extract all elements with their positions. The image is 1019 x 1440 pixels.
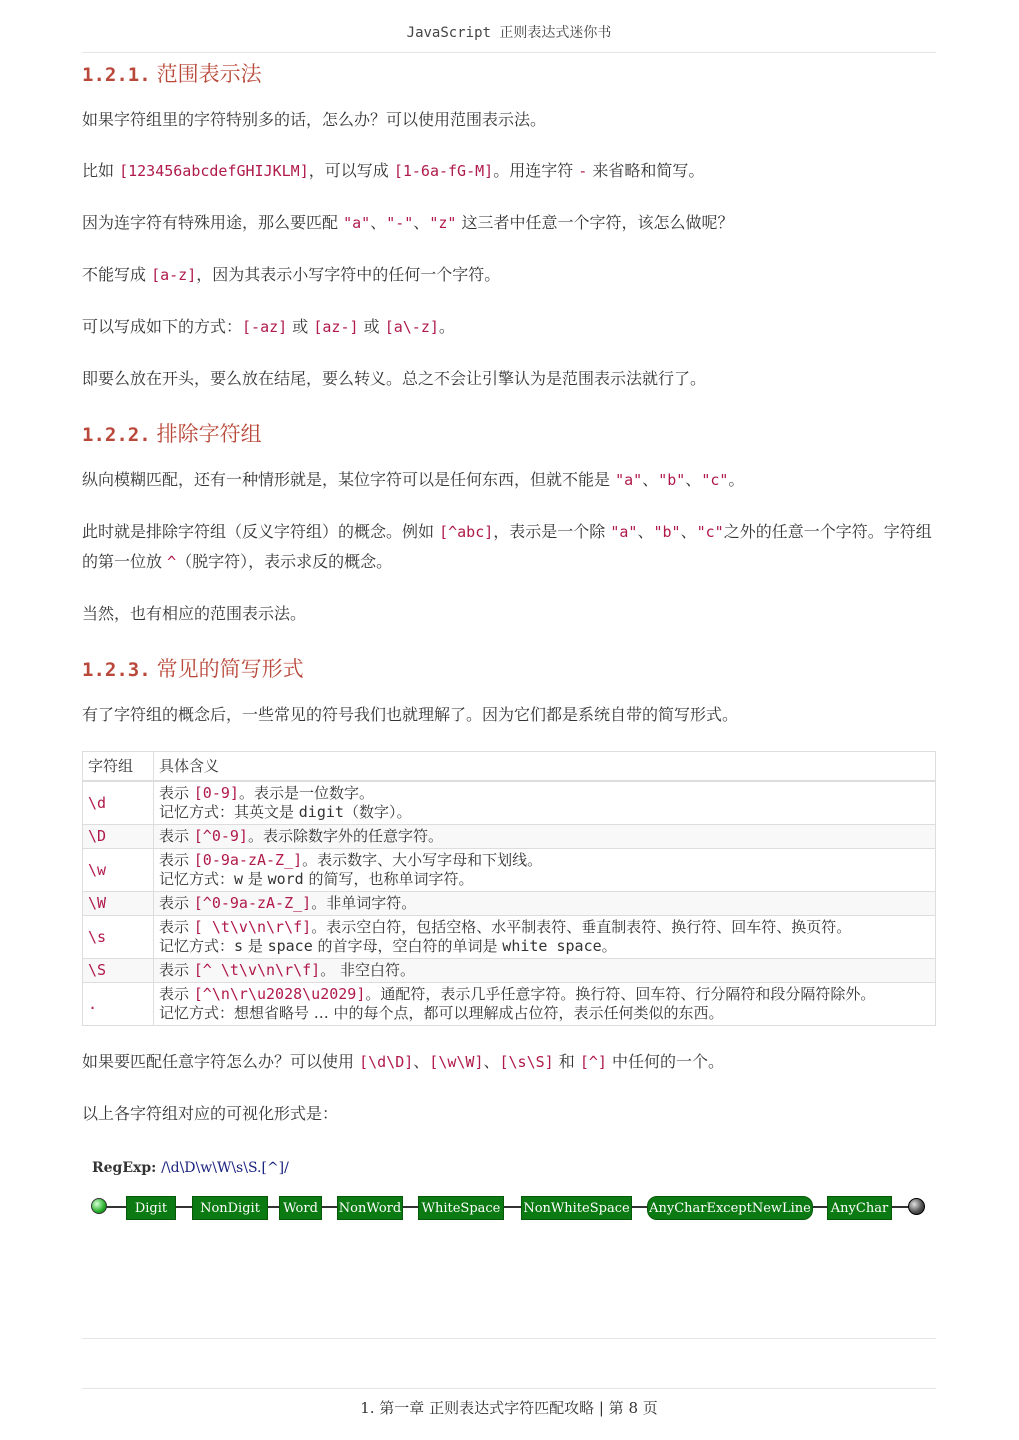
end-terminal-icon <box>908 1198 925 1215</box>
table-row <box>83 916 936 959</box>
diagram-node-nondigit: NonDigit <box>192 1196 268 1220</box>
start-terminal-icon <box>91 1198 107 1214</box>
paragraph: 以上各字符组对应的可视化形式是： <box>82 1104 339 1123</box>
paragraph: 纵向模糊匹配，还有一种情形就是，某位字符可以是任何东西，但就不能是 "a"、"b"、"c"。 <box>82 470 745 489</box>
diagram-node-digit: Digit <box>126 1196 176 1220</box>
paragraph: 有了字符组的概念后，一些常见的符号我们也就理解了。因为它们都是系统自带的简写形式。 <box>82 705 739 724</box>
paragraph: 即要么放在开头，要么放在结尾，要么转义。总之不会让引擎认为是范围表示法就行了。 <box>82 369 707 388</box>
shorthand-key: \w <box>88 860 107 879</box>
diagram-node-anychar: AnyChar <box>827 1196 892 1220</box>
shorthand-meaning: 表示 [^\n\r\u2028\u2029]。通配符，表示几乎任意字符。换行符、回车符、行分隔符和段分隔符除外。 记忆方式：想想省略号 … 中的每个点，都可以理解成占位符，表示任何类似的东西。 <box>154 983 936 1026</box>
table-row <box>83 892 936 916</box>
diagram-node-word: Word <box>279 1196 322 1220</box>
table-row <box>83 781 936 825</box>
section-heading-1-2-3: 1.2.3. 常见的简写形式 <box>82 657 304 681</box>
page-number: 第 8 页 <box>608 1399 658 1417</box>
table-row <box>83 849 936 892</box>
paragraph: 因为连字符有特殊用途，那么要匹配 "a"、"-"、"z" 这三者中任意一个字符，该怎么做呢？ <box>82 213 734 232</box>
paragraph: 比如 [123456abcdefGHIJKLM]，可以写成 [1-6a-fG-M]。用连字符 - 来省略和简写。 <box>82 161 705 180</box>
shorthand-meaning: 表示 [0-9a-zA-Z_]。表示数字、大小写字母和下划线。 记忆方式：w 是 word 的简写，也称单词字符。 <box>154 849 936 892</box>
diagram-node-nonword: NonWord <box>337 1196 403 1220</box>
table-header-row <box>83 752 936 782</box>
page-content <box>82 58 936 1254</box>
shorthand-meaning: 表示 [^ \t\v\n\r\f]。 非空白符。 <box>154 959 936 983</box>
table-header-cell: 字符组 <box>83 752 154 782</box>
paragraph: 不能写成 [a-z]，因为其表示小写字符中的任何一个字符。 <box>82 265 501 284</box>
paragraph: 当然，也有相应的范围表示法。 <box>82 604 307 623</box>
page-header <box>82 22 936 53</box>
chapter-title: 1. 第一章 正则表达式字符匹配攻略 <box>360 1399 595 1417</box>
paragraph: 如果字符组里的字符特别多的话，怎么办？可以使用范围表示法。 <box>82 110 547 129</box>
shorthand-table <box>82 751 936 1026</box>
shorthand-key: \S <box>88 961 107 979</box>
table-row <box>83 983 936 1026</box>
book-title: JavaScript 正则表达式迷你书 <box>406 25 612 41</box>
shorthand-key: \s <box>88 927 107 946</box>
shorthand-meaning: 表示 [ \t\v\n\r\f]。表示空白符，包括空格、水平制表符、垂直制表符、换行符、回车符、换页符。 记忆方式：s 是 space 的首字母，空白符的单词是 white space。 <box>154 916 936 959</box>
paragraph: 此时就是排除字符组（反义字符组）的概念。例如 [^abc]，表示是一个除 "a"、"b"、"c"之外的任意一个字符。字符组的第一位放 ^（脱字符），表示求反的概念。 <box>82 522 932 571</box>
paragraph: 如果要匹配任意字符怎么办？可以使用 [\d\D]、[\w\W]、[\s\S] 和 [^] 中任何的一个。 <box>82 1052 725 1071</box>
table-row <box>83 825 936 849</box>
diagram-node-whitespace: WhiteSpace <box>418 1196 504 1220</box>
shorthand-meaning: 表示 [^0-9]。表示除数字外的任意字符。 <box>154 825 936 849</box>
shorthand-key: . <box>88 994 98 1013</box>
regex-railroad-diagram <box>82 1154 936 1254</box>
regexp-expression: /\d\D\w\W\s\S.[^]/ <box>161 1160 289 1176</box>
paragraph: 可以写成如下的方式：[-az] 或 [az-] 或 [a\-z]。 <box>82 317 455 336</box>
shorthand-key: \D <box>88 827 107 845</box>
diagram-node-anycharexceptnewline: AnyCharExceptNewLine <box>647 1196 813 1220</box>
table-header-cell: 具体含义 <box>154 752 936 782</box>
page-footer: 1. 第一章 正则表达式字符匹配攻略 | 第 8 页 <box>82 1388 936 1426</box>
shorthand-key: \W <box>88 894 107 912</box>
shorthand-key: \d <box>88 793 107 812</box>
divider <box>82 1338 936 1339</box>
shorthand-meaning: 表示 [0-9]。表示是一位数字。 记忆方式：其英文是 digit（数字）。 <box>154 781 936 825</box>
shorthand-meaning: 表示 [^0-9a-zA-Z_]。非单词字符。 <box>154 892 936 916</box>
diagram-node-nonwhitespace: NonWhiteSpace <box>521 1196 632 1220</box>
section-heading-1-2-1: 1.2.1. 范围表示法 <box>82 62 262 86</box>
table-row <box>83 959 936 983</box>
section-heading-1-2-2: 1.2.2. 排除字符组 <box>82 422 262 446</box>
regexp-label: RegExp: /\d\D\w\W\s\S.[^]/ <box>92 1160 289 1176</box>
